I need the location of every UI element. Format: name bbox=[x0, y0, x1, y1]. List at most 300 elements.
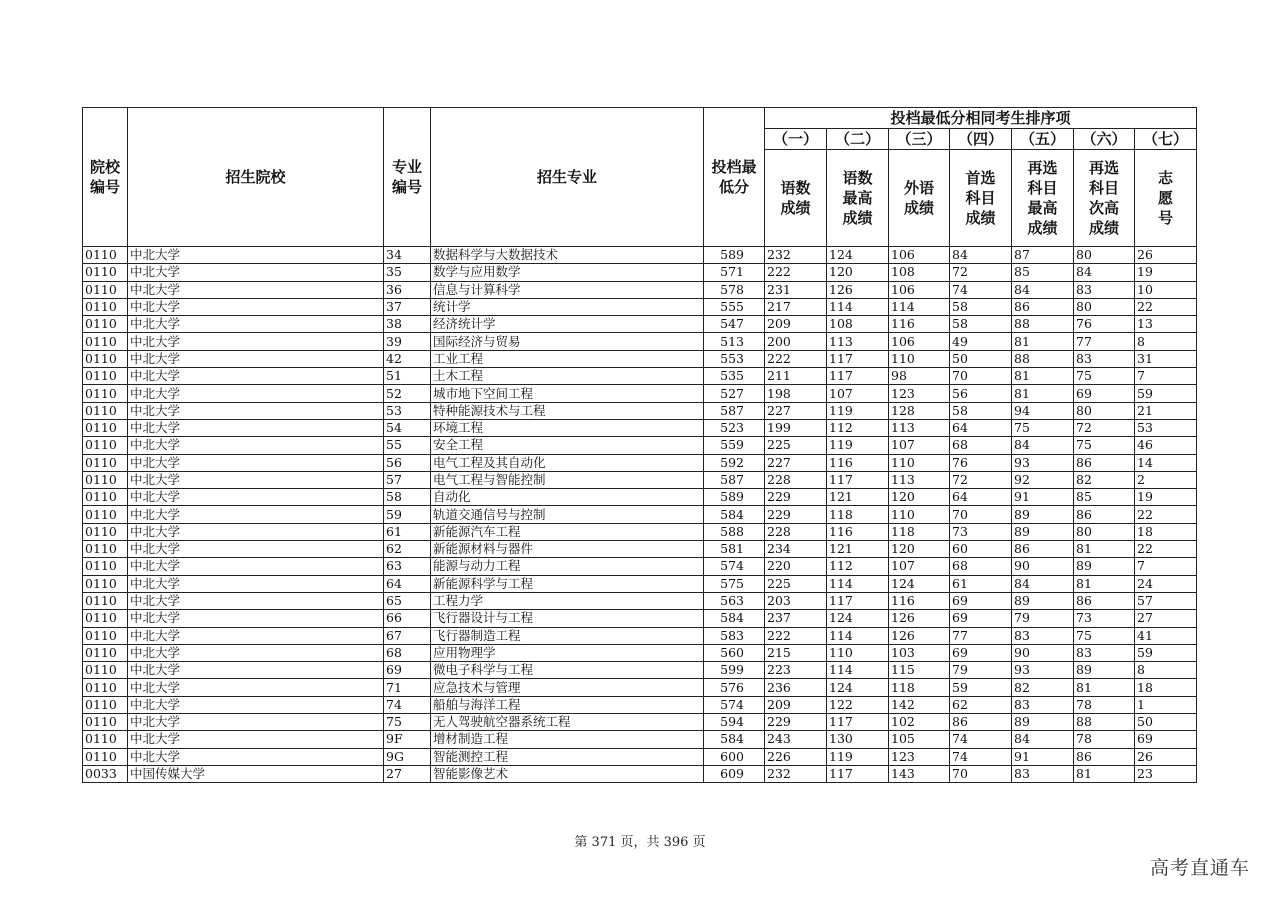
cell-major-name: 无人驾驶航空器系统工程 bbox=[431, 714, 704, 731]
cell-school-code: 0110 bbox=[83, 316, 128, 333]
cell-tie-1: 198 bbox=[765, 385, 827, 402]
cell-tie-6: 80 bbox=[1074, 247, 1135, 264]
cell-school-name: 中北大学 bbox=[128, 489, 384, 506]
cell-tie-5: 94 bbox=[1012, 402, 1074, 419]
cell-tie-7: 27 bbox=[1135, 610, 1197, 627]
header-tie-num: （七） bbox=[1135, 129, 1197, 150]
cell-tie-1: 211 bbox=[765, 368, 827, 385]
cell-tie-2: 114 bbox=[827, 662, 889, 679]
cell-tie-3: 113 bbox=[889, 419, 950, 436]
cell-min-score: 547 bbox=[704, 316, 765, 333]
cell-major-code: 62 bbox=[384, 541, 431, 558]
cell-tie-7: 2 bbox=[1135, 471, 1197, 488]
cell-major-code: 9F bbox=[384, 731, 431, 748]
cell-tie-7: 14 bbox=[1135, 454, 1197, 471]
cell-major-name: 电气工程及其自动化 bbox=[431, 454, 704, 471]
cell-tie-3: 142 bbox=[889, 696, 950, 713]
cell-min-score: 563 bbox=[704, 592, 765, 609]
cell-tie-2: 112 bbox=[827, 558, 889, 575]
cell-school-code: 0110 bbox=[83, 644, 128, 661]
header-tie-num: （四） bbox=[950, 129, 1012, 150]
table-row bbox=[83, 662, 1197, 679]
cell-tie-1: 225 bbox=[765, 575, 827, 592]
cell-major-code: 74 bbox=[384, 696, 431, 713]
cell-school-code: 0110 bbox=[83, 592, 128, 609]
cell-school-code: 0110 bbox=[83, 437, 128, 454]
cell-tie-6: 88 bbox=[1074, 714, 1135, 731]
cell-school-code: 0110 bbox=[83, 454, 128, 471]
header-min-score: 投档最低分 bbox=[704, 108, 765, 247]
cell-tie-6: 69 bbox=[1074, 385, 1135, 402]
cell-major-name: 统计学 bbox=[431, 298, 704, 315]
cell-tie-5: 91 bbox=[1012, 489, 1074, 506]
cell-tie-5: 88 bbox=[1012, 316, 1074, 333]
cell-min-score: 578 bbox=[704, 281, 765, 298]
cell-tie-6: 86 bbox=[1074, 454, 1135, 471]
cell-tie-3: 106 bbox=[889, 333, 950, 350]
cell-tie-5: 87 bbox=[1012, 247, 1074, 264]
cell-school-name: 中北大学 bbox=[128, 644, 384, 661]
cell-tie-3: 123 bbox=[889, 385, 950, 402]
cell-tie-3: 124 bbox=[889, 575, 950, 592]
table-row bbox=[83, 385, 1197, 402]
table-row bbox=[83, 679, 1197, 696]
cell-tie-4: 58 bbox=[950, 402, 1012, 419]
cell-tie-2: 113 bbox=[827, 333, 889, 350]
cell-major-code: 63 bbox=[384, 558, 431, 575]
cell-major-code: 71 bbox=[384, 679, 431, 696]
cell-tie-4: 68 bbox=[950, 437, 1012, 454]
cell-school-name: 中北大学 bbox=[128, 298, 384, 315]
cell-school-code: 0110 bbox=[83, 264, 128, 281]
cell-major-name: 微电子科学与工程 bbox=[431, 662, 704, 679]
cell-school-code: 0110 bbox=[83, 281, 128, 298]
cell-major-code: 58 bbox=[384, 489, 431, 506]
cell-major-code: 9G bbox=[384, 748, 431, 765]
cell-tie-1: 209 bbox=[765, 696, 827, 713]
cell-tie-7: 19 bbox=[1135, 264, 1197, 281]
cell-school-code: 0110 bbox=[83, 627, 128, 644]
cell-major-code: 64 bbox=[384, 575, 431, 592]
cell-min-score: 587 bbox=[704, 402, 765, 419]
cell-tie-5: 88 bbox=[1012, 350, 1074, 367]
table-row bbox=[83, 402, 1197, 419]
cell-tie-7: 69 bbox=[1135, 731, 1197, 748]
cell-tie-6: 83 bbox=[1074, 644, 1135, 661]
cell-major-name: 工业工程 bbox=[431, 350, 704, 367]
header-tie-section: 投档最低分相同考生排序项 bbox=[765, 108, 1197, 129]
cell-tie-3: 102 bbox=[889, 714, 950, 731]
cell-tie-1: 229 bbox=[765, 506, 827, 523]
cell-school-code: 0110 bbox=[83, 385, 128, 402]
cell-tie-3: 107 bbox=[889, 558, 950, 575]
cell-tie-2: 117 bbox=[827, 471, 889, 488]
cell-tie-7: 26 bbox=[1135, 247, 1197, 264]
table-row bbox=[83, 471, 1197, 488]
cell-major-name: 飞行器设计与工程 bbox=[431, 610, 704, 627]
cell-school-code: 0110 bbox=[83, 558, 128, 575]
cell-tie-7: 7 bbox=[1135, 368, 1197, 385]
table-row bbox=[83, 264, 1197, 281]
cell-tie-6: 84 bbox=[1074, 264, 1135, 281]
cell-tie-4: 76 bbox=[950, 454, 1012, 471]
cell-tie-4: 58 bbox=[950, 316, 1012, 333]
cell-tie-1: 222 bbox=[765, 264, 827, 281]
cell-tie-1: 232 bbox=[765, 765, 827, 782]
cell-tie-2: 112 bbox=[827, 419, 889, 436]
cell-major-code: 37 bbox=[384, 298, 431, 315]
cell-tie-4: 77 bbox=[950, 627, 1012, 644]
cell-major-name: 增材制造工程 bbox=[431, 731, 704, 748]
cell-min-score: 574 bbox=[704, 558, 765, 575]
cell-min-score: 535 bbox=[704, 368, 765, 385]
cell-tie-6: 83 bbox=[1074, 281, 1135, 298]
cell-tie-6: 75 bbox=[1074, 368, 1135, 385]
cell-tie-5: 89 bbox=[1012, 506, 1074, 523]
cell-tie-4: 56 bbox=[950, 385, 1012, 402]
cell-tie-1: 217 bbox=[765, 298, 827, 315]
cell-school-code: 0110 bbox=[83, 506, 128, 523]
cell-tie-1: 209 bbox=[765, 316, 827, 333]
cell-tie-5: 86 bbox=[1012, 298, 1074, 315]
cell-tie-1: 236 bbox=[765, 679, 827, 696]
cell-tie-5: 81 bbox=[1012, 333, 1074, 350]
cell-tie-5: 84 bbox=[1012, 437, 1074, 454]
cell-tie-3: 110 bbox=[889, 506, 950, 523]
cell-major-code: 67 bbox=[384, 627, 431, 644]
cell-min-score: 581 bbox=[704, 541, 765, 558]
cell-min-score: 513 bbox=[704, 333, 765, 350]
table-row bbox=[83, 506, 1197, 523]
cell-tie-7: 1 bbox=[1135, 696, 1197, 713]
cell-tie-7: 21 bbox=[1135, 402, 1197, 419]
cell-tie-4: 64 bbox=[950, 489, 1012, 506]
cell-tie-3: 108 bbox=[889, 264, 950, 281]
cell-tie-7: 59 bbox=[1135, 385, 1197, 402]
cell-school-name: 中北大学 bbox=[128, 454, 384, 471]
cell-tie-7: 18 bbox=[1135, 679, 1197, 696]
cell-min-score: 584 bbox=[704, 506, 765, 523]
cell-tie-6: 80 bbox=[1074, 402, 1135, 419]
cell-tie-3: 106 bbox=[889, 247, 950, 264]
cell-tie-7: 24 bbox=[1135, 575, 1197, 592]
cell-major-code: 55 bbox=[384, 437, 431, 454]
cell-school-name: 中北大学 bbox=[128, 575, 384, 592]
cell-tie-1: 225 bbox=[765, 437, 827, 454]
cell-school-code: 0110 bbox=[83, 575, 128, 592]
cell-school-name: 中北大学 bbox=[128, 558, 384, 575]
cell-tie-5: 83 bbox=[1012, 765, 1074, 782]
cell-tie-7: 22 bbox=[1135, 506, 1197, 523]
cell-min-score: 527 bbox=[704, 385, 765, 402]
cell-min-score: 523 bbox=[704, 419, 765, 436]
cell-tie-5: 84 bbox=[1012, 731, 1074, 748]
watermark: 高考直通车 bbox=[1149, 857, 1250, 879]
cell-tie-5: 84 bbox=[1012, 575, 1074, 592]
cell-tie-4: 74 bbox=[950, 281, 1012, 298]
cell-tie-6: 75 bbox=[1074, 437, 1135, 454]
cell-tie-2: 117 bbox=[827, 765, 889, 782]
cell-major-code: 38 bbox=[384, 316, 431, 333]
cell-school-name: 中北大学 bbox=[128, 316, 384, 333]
cell-major-name: 应急技术与管理 bbox=[431, 679, 704, 696]
cell-tie-7: 13 bbox=[1135, 316, 1197, 333]
table-row bbox=[83, 575, 1197, 592]
cell-tie-1: 226 bbox=[765, 748, 827, 765]
header-major-code: 专业编号 bbox=[384, 108, 431, 247]
cell-major-name: 电气工程与智能控制 bbox=[431, 471, 704, 488]
cell-tie-4: 69 bbox=[950, 610, 1012, 627]
cell-tie-6: 89 bbox=[1074, 558, 1135, 575]
cell-tie-4: 68 bbox=[950, 558, 1012, 575]
cell-tie-4: 50 bbox=[950, 350, 1012, 367]
cell-tie-2: 116 bbox=[827, 523, 889, 540]
cell-tie-4: 61 bbox=[950, 575, 1012, 592]
cell-school-name: 中北大学 bbox=[128, 731, 384, 748]
table-row bbox=[83, 333, 1197, 350]
cell-tie-4: 70 bbox=[950, 765, 1012, 782]
cell-tie-7: 57 bbox=[1135, 592, 1197, 609]
cell-tie-5: 89 bbox=[1012, 523, 1074, 540]
cell-tie-1: 243 bbox=[765, 731, 827, 748]
cell-tie-5: 93 bbox=[1012, 454, 1074, 471]
cell-min-score: 553 bbox=[704, 350, 765, 367]
cell-tie-5: 81 bbox=[1012, 385, 1074, 402]
cell-tie-6: 80 bbox=[1074, 298, 1135, 315]
cell-tie-7: 41 bbox=[1135, 627, 1197, 644]
cell-tie-7: 59 bbox=[1135, 644, 1197, 661]
cell-min-score: 609 bbox=[704, 765, 765, 782]
cell-school-name: 中北大学 bbox=[128, 714, 384, 731]
cell-major-name: 智能影像艺术 bbox=[431, 765, 704, 782]
cell-tie-4: 70 bbox=[950, 506, 1012, 523]
cell-tie-5: 79 bbox=[1012, 610, 1074, 627]
cell-school-code: 0033 bbox=[83, 765, 128, 782]
cell-min-score: 576 bbox=[704, 679, 765, 696]
cell-major-code: 66 bbox=[384, 610, 431, 627]
cell-min-score: 594 bbox=[704, 714, 765, 731]
cell-tie-4: 72 bbox=[950, 264, 1012, 281]
cell-tie-5: 84 bbox=[1012, 281, 1074, 298]
header-tie-label: 语数成绩 bbox=[765, 150, 827, 247]
cell-tie-7: 8 bbox=[1135, 333, 1197, 350]
cell-tie-4: 62 bbox=[950, 696, 1012, 713]
cell-tie-6: 89 bbox=[1074, 662, 1135, 679]
cell-tie-2: 124 bbox=[827, 247, 889, 264]
cell-school-code: 0110 bbox=[83, 298, 128, 315]
cell-major-name: 数学与应用数学 bbox=[431, 264, 704, 281]
cell-tie-2: 117 bbox=[827, 350, 889, 367]
cell-tie-5: 90 bbox=[1012, 558, 1074, 575]
table-body bbox=[83, 247, 1197, 783]
cell-school-name: 中北大学 bbox=[128, 333, 384, 350]
cell-tie-2: 110 bbox=[827, 644, 889, 661]
table-row bbox=[83, 298, 1197, 315]
cell-school-code: 0110 bbox=[83, 471, 128, 488]
cell-tie-2: 114 bbox=[827, 298, 889, 315]
cell-major-name: 能源与动力工程 bbox=[431, 558, 704, 575]
table-row bbox=[83, 558, 1197, 575]
cell-tie-2: 114 bbox=[827, 627, 889, 644]
header-school-code: 院校编号 bbox=[83, 108, 128, 247]
cell-min-score: 589 bbox=[704, 489, 765, 506]
cell-tie-5: 83 bbox=[1012, 627, 1074, 644]
cell-min-score: 574 bbox=[704, 696, 765, 713]
cell-tie-2: 117 bbox=[827, 592, 889, 609]
cell-tie-3: 113 bbox=[889, 471, 950, 488]
cell-tie-3: 126 bbox=[889, 627, 950, 644]
cell-tie-3: 128 bbox=[889, 402, 950, 419]
table-row bbox=[83, 592, 1197, 609]
cell-min-score: 555 bbox=[704, 298, 765, 315]
cell-tie-3: 120 bbox=[889, 541, 950, 558]
header-tie-label: 再选科目最高成绩 bbox=[1012, 150, 1074, 247]
table-row bbox=[83, 350, 1197, 367]
cell-min-score: 571 bbox=[704, 264, 765, 281]
cell-major-code: 35 bbox=[384, 264, 431, 281]
cell-major-code: 65 bbox=[384, 592, 431, 609]
cell-min-score: 587 bbox=[704, 471, 765, 488]
cell-tie-5: 91 bbox=[1012, 748, 1074, 765]
cell-tie-7: 22 bbox=[1135, 298, 1197, 315]
cell-tie-2: 108 bbox=[827, 316, 889, 333]
cell-tie-7: 18 bbox=[1135, 523, 1197, 540]
table-row bbox=[83, 765, 1197, 782]
table-row bbox=[83, 316, 1197, 333]
cell-tie-5: 92 bbox=[1012, 471, 1074, 488]
cell-major-name: 新能源材料与器件 bbox=[431, 541, 704, 558]
cell-major-code: 75 bbox=[384, 714, 431, 731]
table-row bbox=[83, 437, 1197, 454]
cell-major-name: 安全工程 bbox=[431, 437, 704, 454]
cell-tie-3: 114 bbox=[889, 298, 950, 315]
table-row bbox=[83, 541, 1197, 558]
cell-tie-2: 122 bbox=[827, 696, 889, 713]
cell-tie-3: 116 bbox=[889, 316, 950, 333]
cell-tie-2: 114 bbox=[827, 575, 889, 592]
cell-tie-2: 120 bbox=[827, 264, 889, 281]
cell-tie-6: 73 bbox=[1074, 610, 1135, 627]
table-header bbox=[83, 108, 1197, 247]
cell-tie-2: 124 bbox=[827, 679, 889, 696]
cell-min-score: 575 bbox=[704, 575, 765, 592]
cell-major-name: 城市地下空间工程 bbox=[431, 385, 704, 402]
cell-min-score: 559 bbox=[704, 437, 765, 454]
cell-tie-3: 105 bbox=[889, 731, 950, 748]
cell-tie-6: 86 bbox=[1074, 506, 1135, 523]
cell-tie-2: 121 bbox=[827, 489, 889, 506]
cell-major-name: 应用物理学 bbox=[431, 644, 704, 661]
cell-school-name: 中北大学 bbox=[128, 281, 384, 298]
cell-tie-1: 237 bbox=[765, 610, 827, 627]
header-tie-label: 再选科目次高成绩 bbox=[1074, 150, 1135, 247]
cell-major-code: 39 bbox=[384, 333, 431, 350]
cell-tie-2: 119 bbox=[827, 437, 889, 454]
table-row bbox=[83, 610, 1197, 627]
cell-tie-2: 107 bbox=[827, 385, 889, 402]
cell-tie-1: 222 bbox=[765, 350, 827, 367]
cell-school-code: 0110 bbox=[83, 419, 128, 436]
cell-tie-6: 86 bbox=[1074, 748, 1135, 765]
cell-tie-6: 78 bbox=[1074, 696, 1135, 713]
cell-min-score: 584 bbox=[704, 610, 765, 627]
cell-tie-3: 118 bbox=[889, 679, 950, 696]
cell-tie-6: 83 bbox=[1074, 350, 1135, 367]
cell-tie-6: 78 bbox=[1074, 731, 1135, 748]
cell-tie-6: 77 bbox=[1074, 333, 1135, 350]
cell-major-name: 自动化 bbox=[431, 489, 704, 506]
cell-school-code: 0110 bbox=[83, 696, 128, 713]
cell-tie-4: 72 bbox=[950, 471, 1012, 488]
cell-major-name: 轨道交通信号与控制 bbox=[431, 506, 704, 523]
cell-major-name: 飞行器制造工程 bbox=[431, 627, 704, 644]
cell-school-name: 中北大学 bbox=[128, 523, 384, 540]
cell-tie-1: 228 bbox=[765, 471, 827, 488]
cell-tie-2: 121 bbox=[827, 541, 889, 558]
cell-school-code: 0110 bbox=[83, 662, 128, 679]
table-row bbox=[83, 731, 1197, 748]
header-tie-num: （一） bbox=[765, 129, 827, 150]
cell-tie-7: 8 bbox=[1135, 662, 1197, 679]
cell-school-name: 中北大学 bbox=[128, 350, 384, 367]
cell-major-code: 54 bbox=[384, 419, 431, 436]
table-row bbox=[83, 454, 1197, 471]
cell-school-name: 中北大学 bbox=[128, 696, 384, 713]
cell-tie-6: 85 bbox=[1074, 489, 1135, 506]
cell-school-code: 0110 bbox=[83, 748, 128, 765]
cell-tie-3: 110 bbox=[889, 350, 950, 367]
cell-school-code: 0110 bbox=[83, 679, 128, 696]
cell-tie-6: 82 bbox=[1074, 471, 1135, 488]
cell-tie-4: 58 bbox=[950, 298, 1012, 315]
cell-major-code: 56 bbox=[384, 454, 431, 471]
cell-school-name: 中北大学 bbox=[128, 541, 384, 558]
header-tie-num: （二） bbox=[827, 129, 889, 150]
cell-tie-6: 75 bbox=[1074, 627, 1135, 644]
table-row bbox=[83, 489, 1197, 506]
cell-tie-4: 49 bbox=[950, 333, 1012, 350]
table-row bbox=[83, 523, 1197, 540]
cell-school-name: 中北大学 bbox=[128, 610, 384, 627]
cell-tie-6: 81 bbox=[1074, 575, 1135, 592]
cell-tie-1: 227 bbox=[765, 402, 827, 419]
cell-tie-1: 215 bbox=[765, 644, 827, 661]
cell-tie-3: 143 bbox=[889, 765, 950, 782]
cell-school-code: 0110 bbox=[83, 523, 128, 540]
cell-school-name: 中北大学 bbox=[128, 264, 384, 281]
cell-tie-7: 53 bbox=[1135, 419, 1197, 436]
cell-tie-3: 118 bbox=[889, 523, 950, 540]
cell-tie-4: 69 bbox=[950, 592, 1012, 609]
cell-major-code: 34 bbox=[384, 247, 431, 264]
cell-tie-6: 76 bbox=[1074, 316, 1135, 333]
cell-tie-4: 60 bbox=[950, 541, 1012, 558]
cell-tie-2: 119 bbox=[827, 748, 889, 765]
cell-tie-5: 83 bbox=[1012, 696, 1074, 713]
cell-major-name: 信息与计算科学 bbox=[431, 281, 704, 298]
cell-tie-3: 98 bbox=[889, 368, 950, 385]
cell-major-name: 新能源汽车工程 bbox=[431, 523, 704, 540]
cell-school-name: 中北大学 bbox=[128, 592, 384, 609]
cell-tie-7: 7 bbox=[1135, 558, 1197, 575]
cell-tie-6: 81 bbox=[1074, 541, 1135, 558]
cell-tie-1: 227 bbox=[765, 454, 827, 471]
cell-school-code: 0110 bbox=[83, 247, 128, 264]
cell-school-code: 0110 bbox=[83, 402, 128, 419]
header-major-name: 招生专业 bbox=[431, 108, 704, 247]
cell-school-name: 中北大学 bbox=[128, 471, 384, 488]
table-row bbox=[83, 419, 1197, 436]
